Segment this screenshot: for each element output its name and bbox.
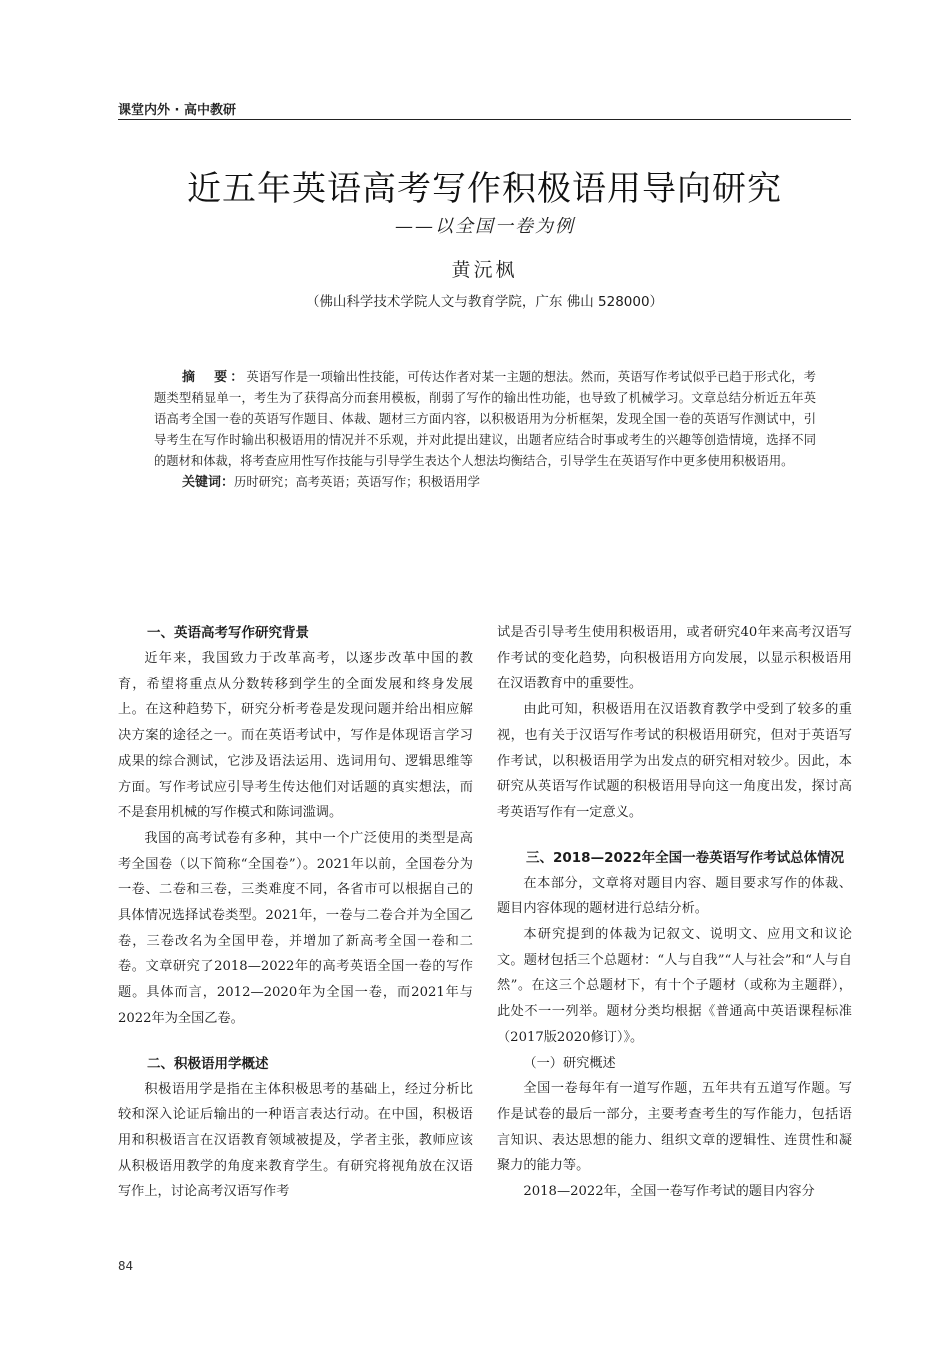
section-heading: 二、积极语用学概述 bbox=[147, 1055, 269, 1072]
body-paragraph: 由此可知，积极语用在汉语教育教学中受到了较多的重视，也有关于汉语写作考试的积极语用研究，但对于英语写作考试，以积极语用学为出发点的研究相对较少。因此，本研究从英语写作试题的积极语用导向这一角度出发，探讨高考英语写作有一定意义。 bbox=[497, 702, 852, 820]
article-subtitle: ——以全国一卷为例 bbox=[395, 216, 575, 237]
body-paragraph: 2018—2022年，全国一卷写作考试的题目内容分 bbox=[523, 1184, 815, 1200]
section-heading: 一、英语高考写作研究背景 bbox=[147, 625, 309, 641]
abstract-text: 英语写作是一项输出性技能，可传达作者对某一主题的想法。然而，英语写作考试似乎已趋于形式化，考题类型稍显单一，考生为了获得高分而套用模板，削弱了写作的输出性功能，也导致了机械学习。文章总结分析近五年英语高考全国一卷的英语写作题目、体裁、题材三方面内容，以积极语用为分析框架，发现全国一卷的英语写作测试中，引导考生在写作时输出积极语用的情况并不乐观，并对此提出建议，出题者应结合时事或考生的兴趣等创造情境，选择不同的题材和体裁，将考查应用性写作技能与引导学生表达个人想法均衡结合，引导学生在英语写作中更多使用积极语用。 bbox=[154, 370, 816, 468]
body-column-right bbox=[497, 620, 852, 1205]
abstract-paragraph bbox=[154, 367, 816, 472]
abstract-block bbox=[154, 367, 816, 493]
keywords-label: 关键词： bbox=[182, 475, 235, 490]
section-heading: 三、2018—2022年全国一卷英语写作考试总体情况 bbox=[526, 849, 845, 866]
article-title: 近五年英语高考写作积极语用导向研究 bbox=[187, 169, 782, 209]
keywords-text: 历时研究；高考英语；英语写作；积极语用学 bbox=[234, 475, 480, 489]
body-paragraph: 近年来，我国致力于改革高考，以逐步改革中国的教育，希望将重点从分数转移到学生的全面发展和终身发展上。在这种趋势下，研究分析考卷是发现问题并给出相应解决方案的途径之一。而在英语考试中，写作是体现语言学习成果的综合测试，它涉及语法运用、选词用句、逻辑思维等方面。写作考试应引导考生传达他们对话题的真实想法，而不是套用机械的写作模式和陈词滥调。 bbox=[118, 651, 473, 821]
body-paragraph: 在本部分，文章将对题目内容、题目要求写作的体裁、题目内容体现的题材进行总结分析。 bbox=[497, 875, 852, 917]
body-column-left bbox=[118, 620, 473, 1205]
author-affiliation: （佛山科学技术学院人文与教育学院，广东 佛山 528000） bbox=[305, 294, 664, 310]
keywords-line bbox=[154, 472, 816, 493]
section-label: 课堂内外 · 高中教研 bbox=[118, 103, 236, 118]
body-paragraph: 全国一卷每年有一道写作题，五年共有五道写作题。写作是试卷的最后一部分，主要考查考生的写作能力，包括语言知识、表达思想的能力、组织文章的逻辑性、连贯性和凝聚力的能力等。 bbox=[497, 1081, 852, 1174]
body-paragraph: 本研究提到的体裁为记叙文、说明文、应用文和议论文。题材包括三个总题材：“人与自我”“人与社会”和“人与自然”。在这三个总题材下，有十个子题材（或称为主题群），此处不一一列举。题材分类均根据《普通高中英语课程标准（2017版2020修订）》。 bbox=[497, 927, 852, 1045]
body-paragraph: 积极语用学是指在主体积极思考的基础上，经过分析比较和深入论证后输出的一种语言表达行动。在中国，积极语用和积极语言在汉语教育领域被提及，学者主张，教师应该从积极语用教学的角度来教育学生。有研究将视角放在汉语写作上，讨论高考汉语写作考 bbox=[118, 1081, 473, 1200]
body-paragraph: 我国的高考试卷有多种，其中一个广泛使用的类型是高考全国卷（以下简称“全国卷”）。2021年以前，全国卷分为一卷、二卷和三卷，三类难度不同，各省市可以根据自己的具体情况选择试卷类型。2021年，一卷与二卷合并为全国乙卷，三卷改名为全国甲卷，并增加了新高考全国一卷和二卷。文章研究了2018—2022年的高考英语全国一卷的写作题。具体而言，2012—2020年为全国一卷，而2021年与2022年为全国乙卷。 bbox=[118, 830, 473, 1026]
body-paragraph-continued: 试是否引导考生使用积极语用，或者研究40年来高考汉语写作考试的变化趋势，向积极语用方向发展，以显示积极语用在汉语教育中的重要性。 bbox=[497, 625, 852, 692]
author-name: 黄沅枫 bbox=[451, 259, 518, 281]
subsection-heading: （一）研究概述 bbox=[523, 1055, 616, 1071]
abstract-label: 摘 要： bbox=[182, 370, 247, 385]
header-divider bbox=[118, 119, 851, 120]
page-number: 84 bbox=[118, 1258, 134, 1273]
